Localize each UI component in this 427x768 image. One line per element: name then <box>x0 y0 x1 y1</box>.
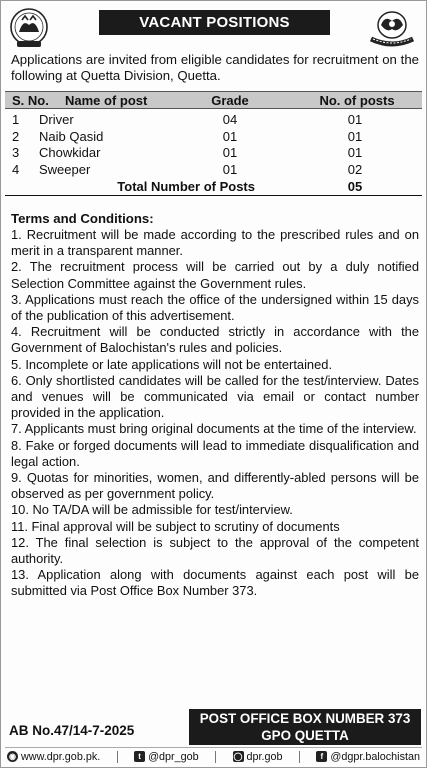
list-item: 1. Recruitment will be made according to the prescribed rules and on merit in a transparent manner. <box>11 227 419 259</box>
table-row <box>5 112 422 129</box>
table-total-row <box>5 178 422 196</box>
list-item: 5. Incomplete or late applications will not be entertained. <box>11 356 333 372</box>
cell-posts: 02 <box>347 161 363 177</box>
terms-section <box>11 211 419 600</box>
cell-name: Naib Qasid <box>39 128 104 144</box>
table-row <box>5 162 422 179</box>
header-sno: S. No. <box>12 93 49 108</box>
dgpr-logo-icon <box>367 7 417 49</box>
po-box-line2: GPO QUETTA <box>261 728 349 743</box>
list-item: 7. Applicants must bring original documents at the time of the interview. <box>11 421 417 437</box>
instagram-link[interactable] <box>233 748 283 766</box>
header-grade: Grade <box>211 93 249 108</box>
instagram-text: dpr.gob <box>246 750 283 763</box>
twitter-text: @dpr_gob <box>148 750 199 763</box>
total-value: 05 <box>347 179 363 194</box>
po-box-line1: POST OFFICE BOX NUMBER 373 <box>199 711 411 726</box>
facebook-link[interactable] <box>316 748 420 766</box>
cell-sno: 3 <box>12 145 20 160</box>
list-item: 12. The final selection is subject to the approval of the competent authority. <box>11 534 419 567</box>
intro-paragraph: Applications are invited from eligible candidates for recruitment on the following at Quetta Division, Quetta. <box>11 52 419 83</box>
instagram-icon: ◯ <box>233 752 243 761</box>
twitter-icon: t <box>134 751 145 762</box>
ab-number: AB No.47/14-7-2025 <box>9 723 135 738</box>
po-box-banner <box>189 709 421 745</box>
website-link[interactable] <box>7 748 100 766</box>
website-text: www.dpr.gob.pk. <box>21 750 101 763</box>
cell-sno: 2 <box>12 128 20 144</box>
social-footer <box>5 747 422 765</box>
positions-table <box>5 91 422 196</box>
cell-sno: 1 <box>12 112 20 127</box>
header-posts: No. of posts <box>319 93 395 108</box>
cell-grade: 01 <box>222 128 238 144</box>
cell-posts: 01 <box>347 112 363 127</box>
cell-sno: 4 <box>12 161 20 177</box>
table-header-row <box>5 91 422 109</box>
list-item: 13. Application along with documents against each post will be submitted via Post Office Box Number 373. <box>11 567 419 599</box>
list-item: 6. Only shortlisted candidates will be called for the test/interview. Dates and venues will be communicated via email or contact number provided in the application. <box>11 372 419 421</box>
list-item: 11. Final approval will be subject to scrutiny of documents <box>11 518 340 534</box>
cell-name: Sweeper <box>39 161 91 177</box>
terms-title: Terms and Conditions: <box>11 211 154 226</box>
terms-list <box>11 227 419 600</box>
list-item: 10. No TA/DA will be admissible for test/interview. <box>11 502 293 518</box>
list-item: 2. The recruitment process will be carried out by a duly notified Selection Committee against the Government rules. <box>11 259 419 291</box>
total-label: Total Number of Posts <box>117 179 255 194</box>
cell-posts: 01 <box>347 145 363 160</box>
header-name: Name of post <box>65 93 148 108</box>
cell-posts: 01 <box>347 128 363 144</box>
header <box>1 1 427 53</box>
page-title: VACANT POSITIONS <box>99 10 330 35</box>
cell-grade: 01 <box>222 145 238 160</box>
cell-name: Driver <box>39 112 74 127</box>
divider <box>299 751 300 763</box>
table-row <box>5 129 422 146</box>
table-row <box>5 145 422 162</box>
govt-balochistan-logo-icon <box>9 7 49 49</box>
list-item: 3. Applications must reach the office of the undersigned within 15 days of the publication of this advertisement. <box>11 291 419 324</box>
list-item: 9. Quotas for minorities, women, and differently-abled persons will be observed as per government policy. <box>11 470 419 502</box>
facebook-text: @dgpr.balochistan <box>330 750 420 763</box>
list-item: 4. Recruitment will be conducted strictly in accordance with the Government of Balochistan's rules and policies. <box>11 324 419 356</box>
facebook-icon: f <box>316 751 327 762</box>
divider <box>215 751 216 763</box>
cell-grade: 01 <box>222 161 238 177</box>
cell-grade: 04 <box>222 112 238 127</box>
list-item: 8. Fake or forged documents will lead to immediate disqualification and legal action. <box>11 437 419 469</box>
cell-name: Chowkidar <box>39 145 101 160</box>
globe-icon: ◉ <box>7 751 18 762</box>
divider <box>117 751 118 763</box>
twitter-link[interactable] <box>134 748 199 766</box>
